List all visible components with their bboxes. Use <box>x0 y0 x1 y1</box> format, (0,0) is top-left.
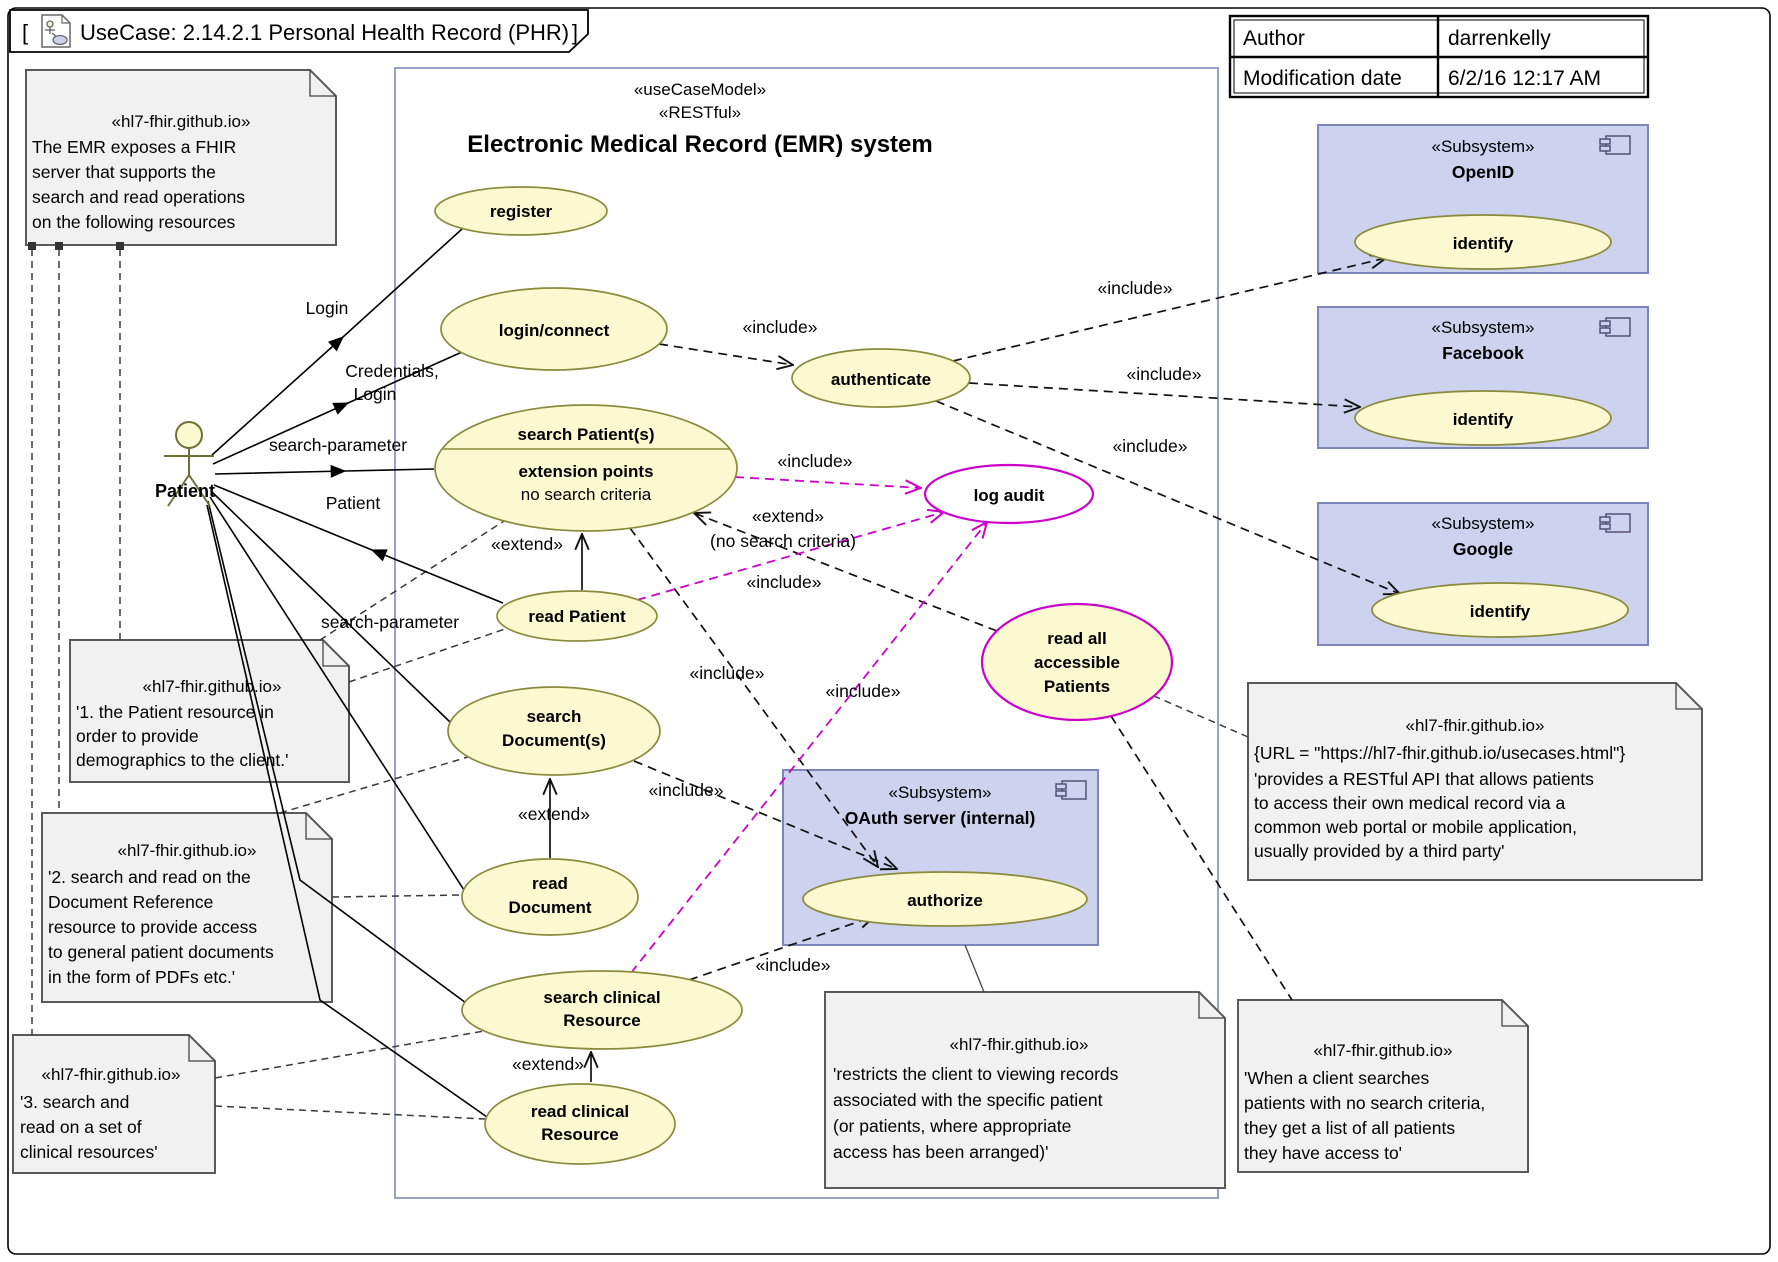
extension-point-item: no search criteria <box>520 485 652 504</box>
note-restricts-client[interactable] <box>825 992 1225 1188</box>
usecase-label: login/connect <box>498 321 610 340</box>
usecase-label: read Patient <box>528 607 626 626</box>
usecase-diagram-icon <box>42 15 70 47</box>
note-stereotype: «hl7-fhir.github.io» <box>41 1065 181 1084</box>
extend-label: «extend» <box>751 506 825 526</box>
note-line: common web portal or mobile application, <box>1254 817 1577 837</box>
usecase-identify-openid[interactable] <box>1355 215 1611 269</box>
note-line: (or patients, where appropriate <box>833 1116 1072 1136</box>
note-patient-resource[interactable] <box>70 640 349 782</box>
note-clinical-resources[interactable] <box>13 1035 215 1173</box>
usecase-label: authenticate <box>830 370 932 389</box>
usecase-label: read <box>532 874 568 893</box>
note-line: they have access to' <box>1244 1143 1403 1163</box>
note-line: read on a set of <box>20 1117 142 1137</box>
usecase-login-connect[interactable] <box>441 288 667 370</box>
usecase-label: identify <box>1469 602 1531 621</box>
include-label: «include» <box>1097 278 1173 298</box>
note-line: patients with no search criteria, <box>1244 1093 1486 1113</box>
note-stereotype: «hl7-fhir.github.io» <box>117 841 257 860</box>
usecase-read-patient[interactable] <box>497 591 657 641</box>
usecase-authenticate[interactable] <box>792 349 970 407</box>
note-line: usually provided by a third party' <box>1254 841 1505 861</box>
note-stereotype: «hl7-fhir.github.io» <box>111 112 251 131</box>
usecase-search-clinical[interactable] <box>462 971 742 1049</box>
usecase-label: Document <box>508 898 592 917</box>
extension-points-label: extension points <box>518 462 654 481</box>
include-label-magenta: «include» <box>746 572 822 592</box>
flow-label-search-parameter: search-parameter <box>268 435 408 455</box>
flow-label-credentials-login: Login <box>353 384 397 404</box>
include-label-magenta: «include» <box>777 451 853 471</box>
actor-label: Patient <box>154 481 216 501</box>
system-stereotype-usecasemodel: «useCaseModel» <box>633 80 767 99</box>
include-label: «include» <box>742 317 818 337</box>
author-value: darrenkelly <box>1448 27 1551 50</box>
anchor-dot <box>116 242 124 250</box>
info-table[interactable] <box>1230 16 1648 97</box>
note-line: order to provide <box>76 726 199 746</box>
diagram-title-tab[interactable] <box>10 10 588 52</box>
note-stereotype: «hl7-fhir.github.io» <box>949 1035 1089 1054</box>
note-line: '1. the Patient resource in <box>76 702 274 722</box>
note-document-reference[interactable] <box>42 813 332 1002</box>
flow-label-search-parameter-2: search-parameter <box>320 612 460 632</box>
diagram-title: UseCase: 2.14.2.1 Personal Health Record (PHR) <box>80 20 570 45</box>
note-stereotype: «hl7-fhir.github.io» <box>1313 1041 1453 1060</box>
usecase-label: Resource <box>541 1125 619 1144</box>
usecase-label: Document(s) <box>502 731 606 750</box>
usecase-label: Resource <box>563 1011 641 1030</box>
note-emr-exposes[interactable] <box>26 70 336 245</box>
subsystem-openid-stereotype: «Subsystem» <box>1431 137 1535 156</box>
usecase-register[interactable] <box>435 187 607 235</box>
note-line: search and read operations <box>32 187 246 207</box>
include-label: «include» <box>1112 436 1188 456</box>
note-line: '2. search and read on the <box>48 867 251 887</box>
usecase-label: identify <box>1452 410 1514 429</box>
usecase-authorize[interactable] <box>803 872 1087 926</box>
title-bracket-right: ] <box>571 20 578 45</box>
note-line: '3. search and <box>20 1092 130 1112</box>
modification-date-value: 6/2/16 12:17 AM <box>1448 67 1601 90</box>
usecase-read-all-accessible[interactable] <box>982 604 1172 720</box>
note-line: Document Reference <box>48 892 214 912</box>
extend-label: «extend» <box>490 534 564 554</box>
note-line: 'restricts the client to viewing records <box>833 1064 1119 1084</box>
include-label: «include» <box>1126 364 1202 384</box>
usecase-label: read all <box>1047 629 1107 648</box>
note-line: The EMR exposes a FHIR <box>32 137 237 157</box>
flow-label-credentials: Credentials, <box>345 361 439 381</box>
subsystem-openid-name: OpenID <box>1451 162 1515 182</box>
usecase-search-patients[interactable] <box>435 405 737 531</box>
usecase-label: accessible <box>1033 653 1121 672</box>
note-restful-api[interactable] <box>1248 683 1702 880</box>
note-line: 'When a client searches <box>1244 1068 1430 1088</box>
note-line: access has been arranged)' <box>833 1142 1049 1162</box>
usecase-log-audit[interactable] <box>925 465 1093 523</box>
anchor-dot <box>55 242 63 250</box>
note-stereotype: «hl7-fhir.github.io» <box>1405 716 1545 735</box>
subsystem-google-name: Google <box>1452 539 1514 559</box>
system-stereotype-restful: «RESTful» <box>658 103 742 122</box>
note-line: resource to provide access <box>48 917 258 937</box>
modification-date-label: Modification date <box>1243 67 1402 90</box>
subsystem-google-stereotype: «Subsystem» <box>1431 514 1535 533</box>
subsystem-oauth-stereotype: «Subsystem» <box>888 783 992 802</box>
usecase-label: authorize <box>907 891 983 910</box>
usecase-label: search Patient(s) <box>517 425 655 444</box>
note-line: to access their own medical record via a <box>1254 793 1566 813</box>
usecase-label: search <box>526 707 582 726</box>
note-line: clinical resources' <box>20 1142 158 1162</box>
note-line: 'provides a RESTful API that allows patients <box>1254 769 1594 789</box>
flow-label-login: Login <box>305 298 349 318</box>
note-line: on the following resources <box>32 212 236 232</box>
usecase-label: search clinical <box>543 988 661 1007</box>
title-bracket-left: [ <box>22 20 29 45</box>
note-url-line: {URL = "https://hl7-fhir.github.io/usecases.html"} <box>1254 743 1626 763</box>
extend-label: «extend» <box>511 1054 585 1074</box>
usecase-label: register <box>489 202 553 221</box>
include-label-magenta: «include» <box>825 681 901 701</box>
usecase-label: log audit <box>973 486 1045 505</box>
usecase-identify-google[interactable] <box>1372 583 1628 637</box>
include-label: «include» <box>648 780 724 800</box>
anchor-dot <box>28 242 36 250</box>
flow-label-patient: Patient <box>325 493 381 513</box>
subsystem-oauth-name: OAuth server (internal) <box>844 808 1036 828</box>
no-search-criteria-label: (no search criteria) <box>710 531 856 551</box>
usecase-label: read clinical <box>530 1102 630 1121</box>
author-label: Author <box>1243 27 1305 50</box>
usecase-read-document[interactable] <box>462 859 638 935</box>
usecase-search-documents[interactable] <box>448 687 660 775</box>
note-line: associated with the specific patient <box>833 1090 1103 1110</box>
extend-label: «extend» <box>517 804 591 824</box>
note-line: in the form of PDFs etc.' <box>48 967 236 987</box>
subsystem-facebook-name: Facebook <box>1442 343 1524 363</box>
note-no-search-criteria[interactable] <box>1238 1000 1528 1172</box>
note-line: server that supports the <box>32 162 216 182</box>
include-label: «include» <box>755 955 831 975</box>
usecase-read-clinical[interactable] <box>485 1084 675 1164</box>
subsystem-facebook-stereotype: «Subsystem» <box>1431 318 1535 337</box>
usecase-label: Patients <box>1043 677 1111 696</box>
usecase-identify-facebook[interactable] <box>1355 391 1611 445</box>
system-title: Electronic Medical Record (EMR) system <box>467 131 933 158</box>
note-stereotype: «hl7-fhir.github.io» <box>142 677 282 696</box>
usecase-label: identify <box>1452 234 1514 253</box>
note-line: demographics to the client.' <box>76 750 289 770</box>
include-label: «include» <box>689 663 765 683</box>
note-line: they get a list of all patients <box>1244 1118 1456 1138</box>
note-line: to general patient documents <box>48 942 274 962</box>
